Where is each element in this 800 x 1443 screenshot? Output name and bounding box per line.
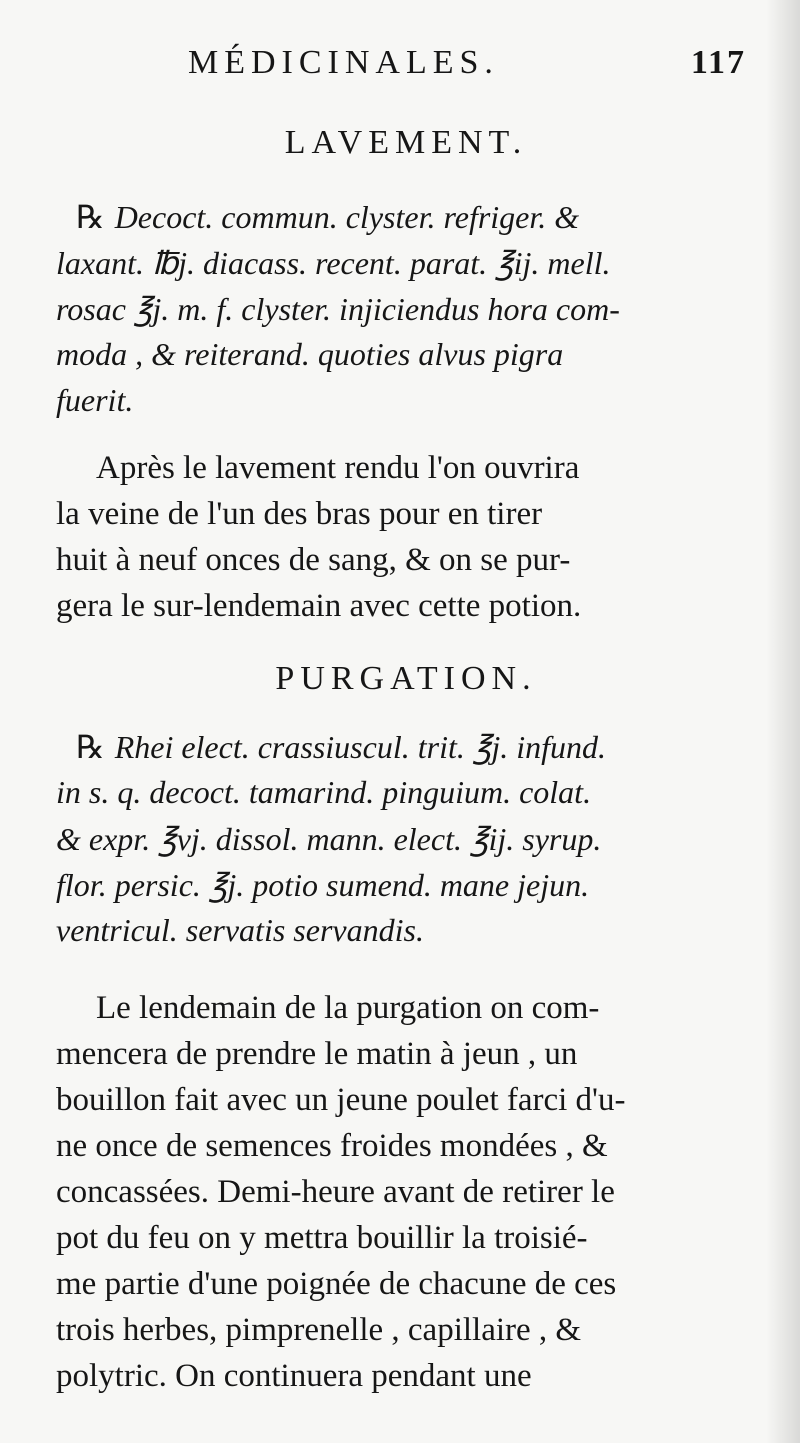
prose-line: pot du feu on y mettra bouillir la troisié- [56, 1220, 588, 1256]
recipe-line: fuerit. [56, 382, 134, 418]
prose-line: me partie d'une poignée de chacune de ces [56, 1266, 617, 1302]
recipe-purgation [56, 728, 756, 958]
section-heading-lavement: LAVEMENT. [284, 124, 528, 161]
paragraph-after-purgation [56, 990, 756, 1420]
prose-line: mencera de prendre le matin à jeun , un [56, 1036, 578, 1072]
prose-line: gera le sur-lendemain avec cette potion. [56, 588, 582, 624]
recipe-lavement [56, 198, 756, 428]
recipe-line: moda , & reiterand. quoties alvus pigra [56, 336, 564, 372]
recipe-symbol-icon: ℞ [76, 729, 105, 765]
prose-line: trois herbes, pimprenelle , capillaire , & [56, 1312, 582, 1348]
prose-line: huit à neuf onces de sang, & on se pur- [56, 542, 571, 578]
recipe-line: & expr. ℥vj. dissol. mann. elect. ℥ij. syrup. [56, 821, 602, 857]
running-head-title: MÉDICINALES. [188, 44, 499, 81]
prose-line: bouillon fait avec un jeune poulet farci d'u- [56, 1082, 626, 1118]
prose-line: Le lendemain de la purgation on com- [96, 990, 600, 1026]
page-number: 117 [690, 44, 746, 81]
prose-line: concassées. Demi-heure avant de retirer le [56, 1174, 615, 1210]
section-heading-purgation: PURGATION. [275, 660, 537, 697]
recipe-line: ℞ Decoct. commun. clyster. refriger. & [76, 199, 580, 235]
paragraph-after-lavement [56, 450, 756, 640]
prose-line: polytric. On continuera pendant une [56, 1358, 532, 1394]
recipe-line: rosac ℥j. m. f. clyster. injiciendus hora com- [56, 291, 620, 327]
recipe-line: laxant. ℔j. diacass. recent. parat. ℥ij. mell. [56, 245, 611, 281]
prose-line: la veine de l'un des bras pour en tirer [56, 496, 543, 532]
recipe-line: ℞ Rhei elect. crassiuscul. trit. ℥j. infund. [76, 729, 606, 765]
recipe-line: flor. persic. ℥j. potio sumend. mane jejun. [56, 867, 590, 903]
recipe-symbol-icon: ℞ [76, 199, 105, 235]
page-binding-shadow [766, 0, 800, 1443]
prose-line: Après le lavement rendu l'on ouvrira [96, 450, 580, 486]
running-head [56, 44, 756, 94]
recipe-line: in s. q. decoct. tamarind. pinguium. colat. [56, 774, 592, 810]
recipe-line: ventricul. servatis servandis. [56, 912, 424, 948]
prose-line: ne once de semences froides mondées , & [56, 1128, 608, 1164]
